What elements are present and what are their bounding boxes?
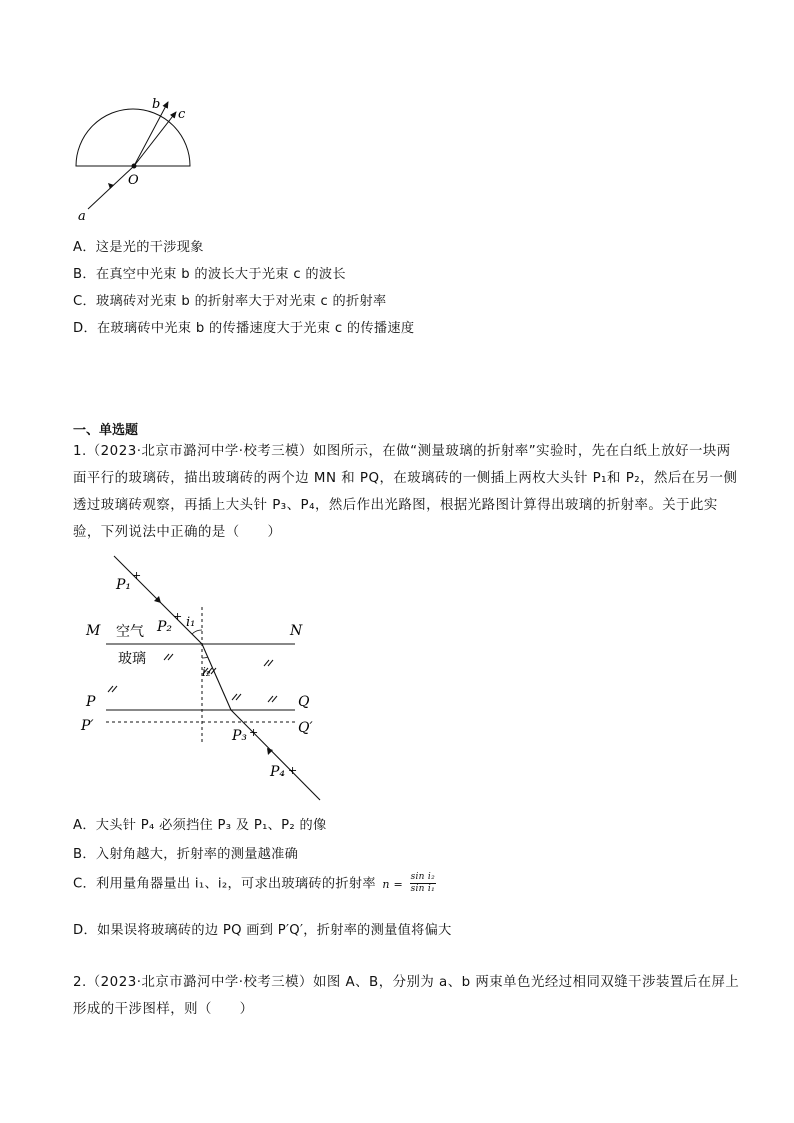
pin-p1: P₁ bbox=[116, 577, 132, 593]
pin-p1-mark: + bbox=[132, 569, 142, 582]
label-a: a bbox=[78, 209, 86, 224]
beam-c bbox=[134, 112, 176, 166]
semicircle-refraction-figure bbox=[70, 92, 200, 227]
q0-option-d: D．在玻璃砖中光束 b 的传播速度大于光束 c 的传播速度 bbox=[73, 321, 415, 336]
pin-p2: P₂ bbox=[157, 619, 173, 635]
q0-option-b: B．在真空中光束 b 的波长大于光束 c 的波长 bbox=[73, 267, 346, 282]
angle-arc-i1 bbox=[192, 630, 202, 634]
q1-option-b: B．入射角越大，折射率的测量越准确 bbox=[73, 847, 299, 862]
formula-fraction bbox=[410, 872, 436, 895]
label-n: N bbox=[290, 623, 303, 639]
formula-n: n = bbox=[382, 877, 404, 891]
q2-line-2: 形成的干涉图样，则（ ） bbox=[73, 1002, 254, 1017]
pin-p3-mark: + bbox=[249, 726, 259, 739]
label-p-prime: P′ bbox=[81, 718, 94, 734]
label-air: 空气 bbox=[116, 624, 144, 640]
q1-option-a: A．大头针 P₄ 必须挡住 P₃ 及 P₁、P₂ 的像 bbox=[73, 818, 327, 833]
q1-option-d: D．如果误将玻璃砖的边 PQ 画到 P′Q′，折射率的测量值将偏大 bbox=[73, 923, 452, 938]
q1-line-4: 验，下列说法中正确的是（ ） bbox=[73, 525, 282, 540]
angle-i1: i₁ bbox=[186, 615, 196, 630]
label-c: c bbox=[178, 107, 186, 122]
point-o bbox=[132, 164, 137, 169]
formula-numerator: sin i₂ bbox=[410, 872, 436, 882]
formula-denominator: sin i₁ bbox=[410, 884, 436, 894]
q1-option-c-text: C．利用量角器量出 i₁、i₂，可求出玻璃砖的折射率 bbox=[73, 876, 376, 892]
q1-line-3: 透过玻璃砖观察，再插上大头针 P₃、P₄，然后作出光路图，根据光路图计算得出玻璃的折射率。关于此实 bbox=[73, 498, 718, 513]
label-q-prime: Q′ bbox=[298, 720, 313, 736]
pin-p2-mark: + bbox=[173, 610, 183, 623]
glass-slab-figure bbox=[78, 552, 338, 804]
label-q: Q bbox=[298, 694, 310, 710]
q1-line-1: 1.（2023·北京市潞河中学·校考三模）如图所示，在做“测量玻璃的折射率”实验时，先在白纸上放好一块两 bbox=[73, 444, 731, 459]
q0-option-c: C．玻璃砖对光束 b 的折射率大于对光束 c 的折射率 bbox=[73, 294, 387, 309]
angle-arc-i2 bbox=[202, 657, 208, 658]
label-p: P bbox=[86, 694, 96, 710]
pin-p3: P₃ bbox=[232, 728, 248, 744]
q1-line-2: 面平行的玻璃砖，描出玻璃砖的两个边 MN 和 PQ，在玻璃砖的一侧插上两枚大头针 P₁和 P₂，然后在另一侧 bbox=[73, 471, 738, 486]
label-b: b bbox=[152, 97, 161, 112]
section-title: 一、单选题 bbox=[73, 423, 139, 438]
q2-line-1: 2.（2023·北京市潞河中学·校考三模）如图 A、B，分别为 a、b 两束单色光经过相同双缝干涉装置后在屏上 bbox=[73, 975, 740, 990]
label-glass: 玻璃 bbox=[118, 651, 146, 667]
q0-option-a: A．这是光的干涉现象 bbox=[73, 240, 204, 255]
q1-option-c bbox=[73, 872, 436, 895]
pin-p4-mark: + bbox=[288, 764, 298, 777]
angle-i2: i₂ bbox=[202, 665, 211, 679]
pin-p4: P₄ bbox=[270, 764, 286, 780]
semicircle-outline bbox=[76, 109, 190, 166]
label-o: O bbox=[128, 173, 139, 188]
label-m: M bbox=[86, 623, 101, 639]
